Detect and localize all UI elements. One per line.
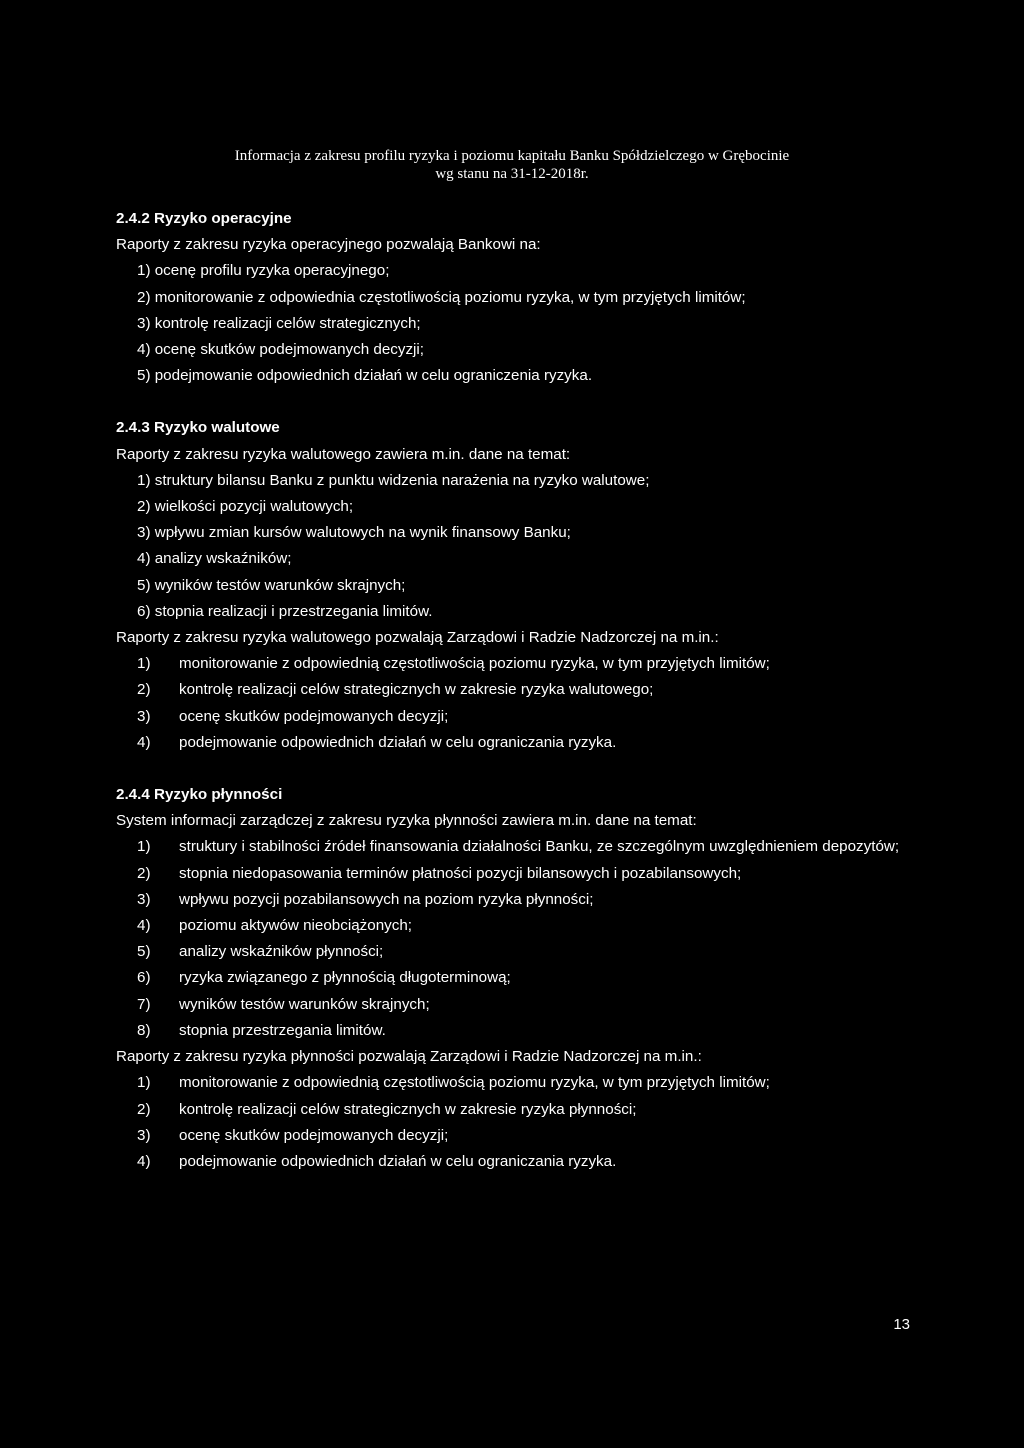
list-item-text: monitorowanie z odpowiednią częstotliwością poziomu ryzyka, w tym przyjętych limitów; — [179, 1074, 770, 1092]
page-header — [0, 147, 1024, 183]
list-item-text: ocenę skutków podejmowanych decyzji; — [179, 1126, 449, 1144]
list-item — [116, 677, 906, 703]
list-item — [116, 651, 906, 677]
list-item-text: wyników testów warunków skrajnych; — [179, 995, 430, 1013]
section-heading: 2.4.3 Ryzyko walutowe — [116, 419, 280, 437]
section-heading: 2.4.4 Ryzyko płynności — [116, 786, 283, 804]
list-item-number: 4) — [137, 733, 151, 751]
list-item — [116, 992, 906, 1018]
list-item-number: 7) — [137, 995, 151, 1013]
list-item-text: kontrolę realizacji celów strategicznych w zakresie ryzyka walutowego; — [179, 681, 654, 699]
list-item — [116, 834, 906, 860]
operational-risk-list — [116, 258, 906, 389]
section-liquidity-risk — [116, 782, 906, 1175]
list-item — [116, 913, 906, 939]
list-item: 2) wielkości pozycji walutowych; — [137, 498, 354, 516]
list-item — [116, 887, 906, 913]
list-item: 4) ocenę skutków podejmowanych decyzji; — [137, 341, 425, 359]
document-body — [116, 206, 906, 1175]
list-item-number: 4) — [137, 1152, 151, 1170]
list-item-number: 3) — [137, 707, 151, 725]
list-item — [116, 861, 906, 887]
section-spacer — [116, 389, 906, 415]
section-intro: Raporty z zakresu ryzyka walutowego zawiera m.in. dane na temat: — [116, 445, 571, 463]
list-item-text: ocenę skutków podejmowanych decyzji; — [179, 707, 449, 725]
section-heading: 2.4.2 Ryzyko operacyjne — [116, 210, 292, 227]
list-item-text: ryzyka związanego z płynnością długoterminową; — [179, 969, 511, 987]
list-item-text: struktury i stabilności źródeł finansowania działalności Banku, ze szczególnym uwzględnieniem depozytów; — [179, 838, 900, 856]
section-spacer — [116, 756, 906, 782]
section-operational-risk — [116, 206, 906, 389]
list-item-number: 8) — [137, 1021, 151, 1039]
list-item-number: 3) — [137, 890, 151, 908]
list-item: 3) wpływu zmian kursów walutowych na wynik finansowy Banku; — [137, 524, 571, 542]
section-intro: System informacji zarządczej z zakresu ryzyka płynności zawiera m.in. dane na temat: — [116, 812, 697, 830]
header-date-line: wg stanu na 31-12-2018r. — [435, 166, 589, 182]
list-item-number: 3) — [137, 1126, 151, 1144]
list-item — [116, 1123, 906, 1149]
list-item-number: 2) — [137, 1100, 151, 1118]
list-item-number: 4) — [137, 917, 151, 935]
liquidity-risk-board-list — [116, 1070, 906, 1175]
section-intro-secondary: Raporty z zakresu ryzyka walutowego pozwalają Zarządowi i Radzie Nadzorczej na m.in.: — [116, 629, 719, 647]
list-item-text: analizy wskaźników płynności; — [179, 943, 384, 961]
list-item — [116, 1097, 906, 1123]
list-item-number: 1) — [137, 655, 151, 673]
list-item-number: 6) — [137, 969, 151, 987]
page-number: 13 — [893, 1316, 910, 1333]
list-item — [116, 1018, 906, 1044]
list-item: 1) ocenę profilu ryzyka operacyjnego; — [137, 262, 390, 280]
list-item-text: podejmowanie odpowiednich działań w celu ograniczania ryzyka. — [179, 1152, 617, 1170]
list-item-text: podejmowanie odpowiednich działań w celu ograniczania ryzyka. — [179, 733, 617, 751]
list-item — [116, 1149, 906, 1175]
section-intro: Raporty z zakresu ryzyka operacyjnego pozwalają Bankowi na: — [116, 236, 541, 254]
list-item-number: 5) — [137, 943, 151, 961]
list-item-text: monitorowanie z odpowiednią częstotliwością poziomu ryzyka, w tym przyjętych limitów; — [179, 655, 770, 673]
list-item-text: kontrolę realizacji celów strategicznych w zakresie ryzyka płynności; — [179, 1100, 637, 1118]
list-item-text: stopnia przestrzegania limitów. — [179, 1021, 386, 1039]
list-item — [116, 939, 906, 965]
header-title-line: Informacja z zakresu profilu ryzyka i poziomu kapitału Banku Spółdzielczego w Grębocinie — [234, 148, 790, 164]
list-item: 2) monitorowanie z odpowiednia częstotliwością poziomu ryzyka, w tym przyjętych limitów; — [137, 288, 746, 306]
currency-risk-data-list — [116, 468, 906, 625]
list-item-text: stopnia niedopasowania terminów płatności pozycji bilansowych i pozabilansowych; — [179, 864, 742, 882]
list-item — [116, 965, 906, 991]
list-item: 5) wyników testów warunków skrajnych; — [137, 576, 406, 594]
list-item-text: wpływu pozycji pozabilansowych na poziom ryzyka płynności; — [179, 890, 594, 908]
list-item: 4) analizy wskaźników; — [137, 550, 292, 568]
list-item: 5) podejmowanie odpowiednich działań w celu ograniczenia ryzyka. — [137, 367, 593, 385]
list-item: 3) kontrolę realizacji celów strategicznych; — [137, 314, 421, 332]
section-currency-risk — [116, 415, 906, 756]
list-item — [116, 704, 906, 730]
list-item: 6) stopnia realizacji i przestrzegania limitów. — [137, 602, 433, 620]
liquidity-risk-data-list — [116, 834, 906, 1044]
list-item-text: poziomu aktywów nieobciążonych; — [179, 917, 412, 935]
list-item — [116, 730, 906, 756]
currency-risk-board-list — [116, 651, 906, 756]
section-intro-secondary: Raporty z zakresu ryzyka płynności pozwalają Zarządowi i Radzie Nadzorczej na m.in.: — [116, 1048, 702, 1066]
list-item — [116, 1070, 906, 1096]
list-item-number: 2) — [137, 681, 151, 699]
list-item: 1) struktury bilansu Banku z punktu widzenia narażenia na ryzyko walutowe; — [137, 471, 650, 489]
list-item-number: 1) — [137, 838, 151, 856]
list-item-number: 2) — [137, 864, 151, 882]
list-item-number: 1) — [137, 1074, 151, 1092]
